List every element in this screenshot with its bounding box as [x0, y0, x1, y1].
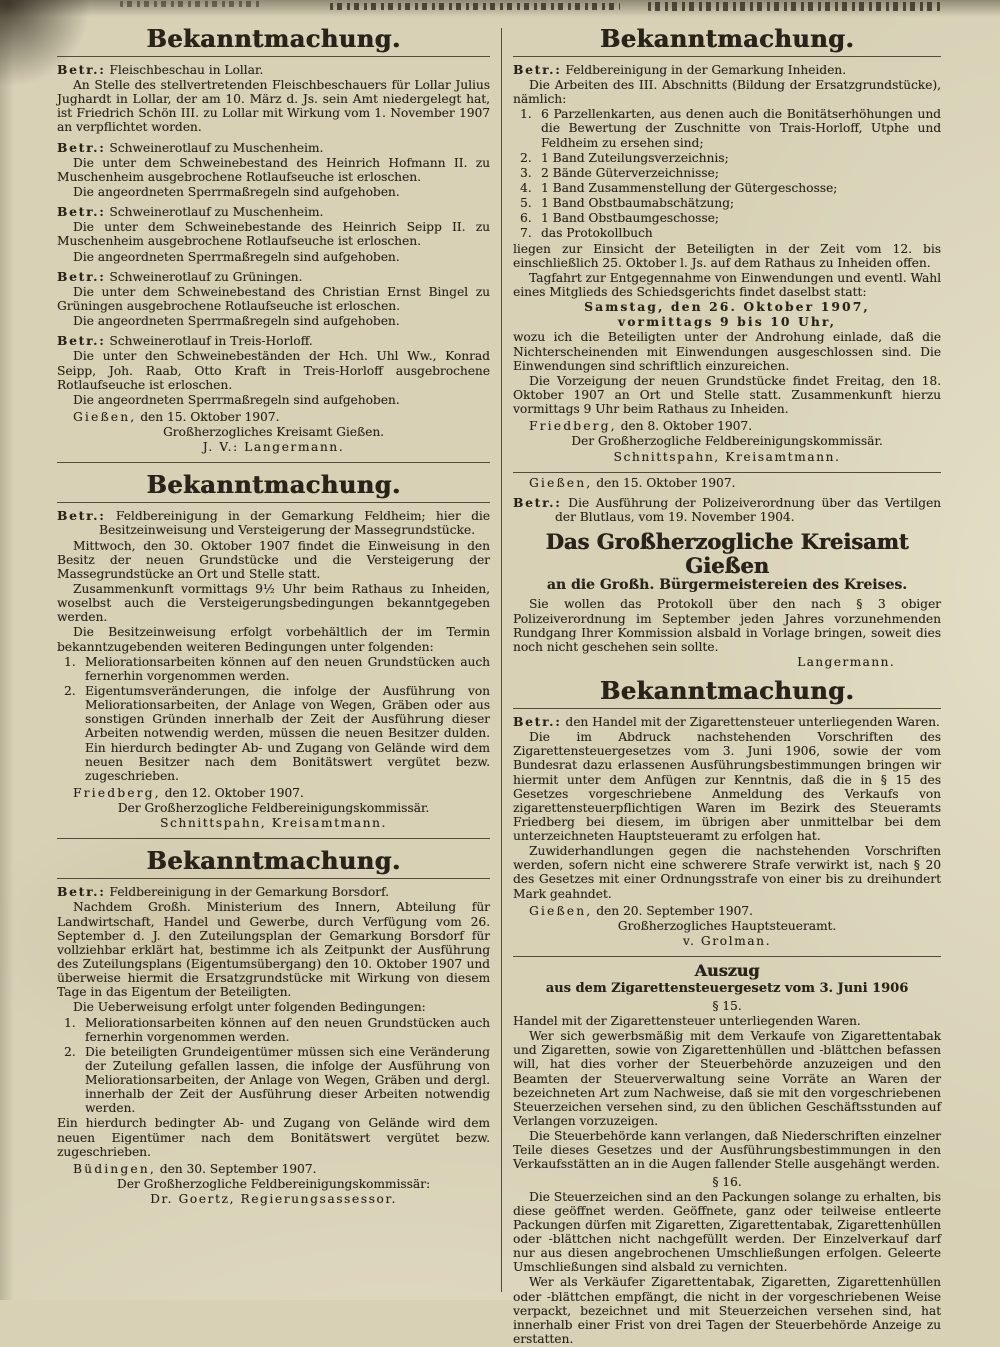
place-name: Friedberg, [73, 785, 161, 800]
signature-line: Langermann. [797, 654, 895, 669]
betr-text: Schweinerotlauf in Treis-Horloff. [109, 334, 313, 349]
betr-text: Feldbereinigung in der Gemarkung Inheiden. [565, 62, 847, 77]
list-text: Eigentumsveränderungen, die infolge der Ausführung von Meliorationsarbeiten, der Anlage von Wegen, Gräben oder aus sonstigen Gründen innerhalb der Zeit der Ausführung dieser Arbeiten notwendig werden, müssen die neuen Besitzer dulden. Ein hierdurch bedingter Ab- und Zugang von Gelände wird dem neuen Besitzer nach dem Bonitätswert vergütet bezw. zugeschrieben. [85, 683, 490, 783]
betr-line [57, 334, 490, 348]
betr-line [513, 63, 941, 77]
betr-text: Feldbereinigung in der Gemarkung Feldheim; hier die Besitzeinweisung und Versteigerung der Massegrundstücke. [99, 509, 490, 538]
place-name: Gießen, [73, 409, 137, 424]
list-number: 2. [64, 683, 76, 698]
date-rest: den 8. Oktober 1907. [620, 419, 753, 434]
body-paragraph: Mittwoch, den 30. Oktober 1907 findet die Einweisung in den Besitz der neuen Grundstücke und die Versteigerung der Massegrundstücke an Ort und Stelle statt. [57, 538, 490, 581]
paragraph-mark: § 16. [712, 1174, 742, 1189]
body-paragraph: Die Vorzeigung der neuen Grundstücke findet Freitag, den 18. Oktober 1907 an Ort und Stelle statt. Zusammenkunft hierzu vormittags 9 Uhr beim Rathaus zu Inheiden. [513, 373, 941, 417]
betr-text: Die Ausführung der Polizeiverordnung über das Vertilgen der Blutlaus, vom 19. November 1904. [555, 495, 942, 524]
betr-label: Betr.: [57, 62, 106, 77]
signature-line: Schnittspahn, Kreisamtmann. [160, 816, 387, 831]
column-divider [501, 28, 502, 1292]
authority-line: Der Großherzogliche Feldbereinigungskommissär. [571, 434, 883, 449]
authority-line: Der Großherzogliche Feldbereinigungskommissär: [116, 1177, 431, 1192]
date-rest: den 15. Oktober 1907. [596, 475, 736, 490]
betr-label: Betr.: [57, 205, 106, 220]
body-paragraph: Die Steuerzeichen sind an den Packungen solange zu erhalten, bis diese geöffnet werden. Geöffnete, ganz oder teilweise entleerte Packungen dürfen mit Zigaretten, Zigarettentabak, Zigarettenhüllen oder -blättchen nicht nachgefüllt werden. Der Einzelverkauf darf nur aus diesen angebrochenen Umschließungen erfolgen. Geleerte Umschließungen sind alsbald zu vernichten. [513, 1189, 941, 1275]
list-number: 3. [520, 165, 532, 180]
place-name: Gießen, [529, 903, 593, 918]
announcement-heading: Bekanntmachung. [513, 26, 941, 57]
page-top-edge-fragment [120, 1, 260, 7]
betr-label: Betr.: [57, 269, 106, 284]
betr-line [57, 270, 490, 284]
list-item [513, 211, 941, 225]
date-line [57, 786, 490, 800]
signature-line: v. Grolman. [682, 934, 772, 949]
betr-label: Betr.: [57, 509, 106, 524]
list-number: 2. [64, 1044, 76, 1059]
body-paragraph: An Stelle des stellvertretenden Fleischbeschauers für Lollar Julius Jughardt in Lollar, der am 10. März d. Js. sein Amt niedergelegt hat, ist Friedrich Schön III. zu Lollar mit Wirkung vom 1. November 1907 an verpflichtet worden. [57, 78, 490, 135]
section-rule [513, 472, 941, 473]
list-text: 1 Band Obstbaumabschätzung; [541, 196, 734, 211]
list-item [513, 181, 941, 195]
list-item [513, 166, 941, 180]
page-top-edge-fragment [648, 2, 940, 11]
betr-text: Schweinerotlauf zu Muschenheim. [109, 140, 324, 155]
date-rest: den 20. September 1907. [596, 903, 753, 918]
date-rest: den 12. Oktober 1907. [164, 785, 304, 800]
betr-label: Betr.: [57, 885, 106, 900]
section-rule [57, 838, 490, 839]
signature-line: Dr. Goertz, Regierungsassessor. [150, 1192, 397, 1207]
list-text: 2 Bände Güterverzeichnisse; [541, 165, 719, 180]
kreisamt-title-main: Das Großherzogliche Kreisamt Gießen [545, 529, 909, 578]
emphasis-line: Samstag, den 26. Oktober 1907, [584, 300, 870, 315]
list-item [57, 655, 490, 683]
betr-text: Schweinerotlauf zu Muschenheim. [109, 205, 324, 220]
emphasis-line: vormittags 9 bis 10 Uhr, [617, 315, 837, 330]
list-text: 1 Band Zusammenstellung der Gütergeschosse; [541, 181, 838, 195]
authority-line: Großherzogliches Hauptsteueramt. [617, 918, 837, 933]
kreisamt-title [513, 530, 941, 593]
list-number: 6. [520, 211, 532, 226]
betr-line [57, 63, 490, 77]
signature-line: Schnittspahn, Kreisamtmann. [613, 449, 841, 464]
body-paragraph: Nachdem Großh. Ministerium des Innern, Abteilung für Landwirtschaft, Handel und Gewerbe, durch Verfügung vom 26. September d. J. den Zuteilungsplan der Gemarkung Borsdorf für vollziehbar erklärt hat, bestimme ich als Zeitpunkt der Ausführung des Zuteilungsplans (Eigentumsübergang) den 10. Oktober 1907 und überweise hiermit die Ersatzgrundstücke mit Wirkung von diesem Tage in das Eigentum der Beteiligten. [57, 900, 490, 1000]
announcement-heading: Bekanntmachung. [57, 472, 490, 503]
betr-line [57, 885, 490, 899]
list-item [513, 226, 941, 240]
body-paragraph: Die unter dem Schweinebestand des Christian Ernst Bingel zu Grüningen ausgebrochene Rotlaufseuche ist erloschen. [57, 284, 490, 313]
body-paragraph: wozu ich die Beteiligten unter der Androhung einlade, daß die Nichterscheinenden mit Einwendungen ausgeschlossen sind. Die Einwendungen sind schriftlich einzureichen. [513, 330, 941, 373]
betr-text: Feldbereinigung in der Gemarkung Borsdorf. [109, 885, 389, 900]
list-text: Meliorationsarbeiten können auf den neuen Grundstücken auch fernerhin vorgenommen werden. [85, 1015, 490, 1044]
body-paragraph: Handel mit der Zigarettensteuer unterliegenden Waren. [513, 1013, 861, 1028]
place-name: Büdingen, [73, 1161, 156, 1176]
body-paragraph: Die Steuerbehörde kann verlangen, daß Niederschriften einzelner Teile dieses Gesetzes und der Ausführungsbestimmungen in den Verkaufsstätten an in die Augen fallender Stelle ausgehängt werden. [513, 1129, 941, 1172]
body-paragraph: liegen zur Einsicht der Beteiligten in der Zeit vom 12. bis einschließlich 25. Oktober l. Js. auf dem Rathaus zu Inheiden offen. [513, 241, 941, 270]
body-paragraph: Die im Abdruck nachstehenden Vorschriften des Zigarettensteuergesetzes vom 3. Juni 1906, sowie der vom Bundesrat dazu erlassenen Ausführungsbestimmungen bringen wir hiermit unter dem Anfügen zur Kenntnis, daß die in § 15 des Gesetzes vorgeschriebene Anmeldung des Verkaufs von zigarettensteuerpflichtigen Waren im Bezirk des Steueramts Friedberg bei diesem, im übrigen aber unmittelbar bei dem unterzeichneten Hauptsteueramt zu erfolgen hat. [513, 730, 941, 844]
body-paragraph: Zuwiderhandlungen gegen die nachstehenden Vorschriften werden, sofern nicht eine schwerere Strafe verwirkt ist, nach § 20 des Gesetzes mit einer Ordnungsstrafe von einer bis zu dreihundert Mark geahndet. [513, 844, 941, 901]
section-rule [513, 956, 941, 957]
body-paragraph: Die angeordneten Sperrmaßregeln sind aufgehoben. [73, 249, 400, 264]
list-number: 1. [64, 1015, 76, 1030]
list-number: 4. [520, 181, 532, 195]
list-item [513, 107, 941, 149]
body-paragraph: Die angeordneten Sperrmaßregeln sind aufgehoben. [73, 185, 400, 199]
list-item [57, 1045, 490, 1116]
auszug-title [513, 962, 941, 996]
authority-line: Der Großherzogliche Feldbereinigungskommissär. [117, 801, 430, 816]
body-paragraph: Sie wollen das Protokoll über den nach § 3 obiger Polizeiverordnung im September jeden Jahres vorzunehmenden Rundgang Ihrer Kommission alsbald in Vorlage bringen, soweit dies noch nicht geschehen sein sollte. [513, 597, 941, 654]
list-number: 1. [520, 107, 532, 122]
body-paragraph: Die angeordneten Sperrmaßregeln sind aufgehoben. [73, 392, 400, 407]
right-column [513, 26, 941, 1347]
betr-text: Fleischbeschau in Lollar. [109, 62, 264, 77]
list-item [513, 196, 941, 210]
announcement-heading: Bekanntmachung. [57, 26, 490, 57]
list-item [513, 151, 941, 165]
left-column [57, 26, 490, 1207]
body-paragraph: Wer sich gewerbsmäßig mit dem Verkaufe von Zigarettentabak und Zigaretten, sowie von Zigarettenhüllen und -blättchen befassen will, hat dies vorher der Steuerbehörde anzuzeigen und den Beamten der Steuerverwaltung seine Vorräte an Waren der bezeichneten Art zum Nachweise, daß sie mit den vorgeschriebenen Steuerzeichen versehen sind, zu den üblichen Geschäftsstunden auf Verlangen vorzuzeigen. [513, 1029, 941, 1128]
body-paragraph: Zusammenkunft vormittags 9½ Uhr beim Rathaus zu Inheiden, woselbst auch die Versteigerungsbedingungen bekanntgegeben werden. [57, 581, 490, 625]
betr-line [57, 205, 490, 219]
signature-line: J. V.: Langermann. [202, 440, 345, 455]
betr-label: Betr.: [513, 62, 562, 77]
auszug-title-main: Auszug [694, 961, 760, 981]
list-text: 6 Parzellenkarten, aus denen auch die Bonitätserhöhungen und die Bewertung der Zuschnitte von Trais-Horloff, Utphe und Feldheim zu ersehen sind; [541, 107, 941, 150]
kreisamt-title-sub: an die Großh. Bürgermeistereien des Kreises. [546, 577, 908, 594]
betr-label: Betr.: [513, 714, 562, 729]
body-paragraph: Die unter dem Schweinebestande des Heinrich Seipp II. zu Muschenheim ausgebrochene Rotlaufseuche ist erloschen. [57, 220, 490, 249]
paragraph-mark: § 15. [712, 998, 742, 1013]
body-paragraph: Die Besitzeinweisung erfolgt vorbehältlich der im Termin bekanntzugebenden weiteren Bedingungen unter folgenden: [57, 625, 490, 654]
date-line [513, 904, 941, 918]
list-item [57, 1016, 490, 1044]
authority-line: Großherzogliches Kreisamt Gießen. [162, 425, 385, 440]
body-paragraph: Die Arbeiten des III. Abschnitts (Bildung der Ersatzgrundstücke), nämlich: [513, 78, 941, 107]
betr-text: den Handel mit der Zigarettensteuer unterliegenden Waren. [565, 714, 940, 729]
place-name: Friedberg, [529, 419, 617, 434]
betr-line [513, 715, 941, 729]
date-line [513, 476, 941, 490]
auszug-title-sub: aus dem Zigarettensteuergesetz vom 3. Juni 1906 [545, 980, 909, 996]
announcement-heading: Bekanntmachung. [513, 678, 941, 709]
page-top-edge-fragment [330, 3, 620, 10]
betr-label: Betr.: [57, 334, 106, 349]
body-paragraph: Ein hierdurch bedingter Ab- und Zugang von Gelände wird dem neuen Eigentümer nach dem Bonitätswert vergütet bezw. zugeschrieben. [57, 1116, 490, 1159]
betr-label: Betr.: [57, 140, 106, 155]
date-line [513, 419, 941, 433]
betr-line [513, 496, 941, 524]
betr-line [57, 141, 490, 155]
body-paragraph: Die unter den Schweinebeständen der Hch. Uhl Ww., Konrad Seipp, Joh. Raab, Otto Kraft in Treis-Horloff ausgebrochene Rotlaufseuche ist erloschen. [57, 349, 490, 392]
list-item [57, 684, 490, 783]
date-rest: den 30. September 1907. [159, 1161, 317, 1176]
list-number: 7. [520, 226, 532, 241]
body-paragraph: Wer als Verkäufer Zigarettentabak, Zigaretten, Zigarettenhüllen oder -blättchen empfängt, die nicht in der vorgeschriebenen Weise verpackt, bezeichnet und mit Steuerzeichen versehen sind, hat innerhalb einer Frist von drei Tagen der Steuerbehörde Anzeige zu erstatten. [513, 1275, 941, 1347]
betr-line [57, 509, 490, 537]
list-text: 1 Band Obstbaumgeschosse; [541, 211, 719, 226]
date-line [57, 410, 490, 424]
list-number: 2. [520, 150, 532, 165]
date-line [57, 1162, 490, 1176]
list-text: das Protokollbuch [541, 226, 653, 241]
list-text: 1 Band Zuteilungsverzeichnis; [541, 150, 729, 165]
list-number: 1. [64, 654, 76, 669]
body-paragraph: Tagfahrt zur Entgegennahme von Einwendungen und eventl. Wahl eines Mitglieds des Schiedsgerichts findet daselbst statt: [513, 270, 941, 299]
body-paragraph: Die Ueberweisung erfolgt unter folgenden Bedingungen: [73, 1000, 426, 1015]
place-name: Gießen, [529, 475, 593, 490]
section-rule [57, 462, 490, 463]
body-paragraph: Die unter dem Schweinebestand des Heinrich Hofmann II. zu Muschenheim ausgebrochene Rotlaufseuche ist erloschen. [57, 155, 490, 184]
betr-text: Schweinerotlauf zu Grüningen. [109, 269, 303, 284]
list-text: Die beteiligten Grundeigentümer müssen sich eine Veränderung der Zuteilung gefallen lassen, die infolge der Ausführung von Meliorationsarbeiten, der Anlage von Wegen, Gräben und dergl. innerhalb der Zeit der Ausführung dieser Arbeiten notwendig werden. [85, 1044, 490, 1116]
list-number: 5. [520, 196, 532, 211]
date-rest: den 15. Oktober 1907. [140, 409, 280, 424]
list-text: Meliorationsarbeiten können auf den neuen Grundstücken auch fernerhin vorgenommen werden. [85, 654, 490, 683]
body-paragraph: Die angeordneten Sperrmaßregeln sind aufgehoben. [73, 314, 400, 329]
betr-label: Betr.: [513, 495, 562, 510]
announcement-heading: Bekanntmachung. [57, 848, 490, 879]
